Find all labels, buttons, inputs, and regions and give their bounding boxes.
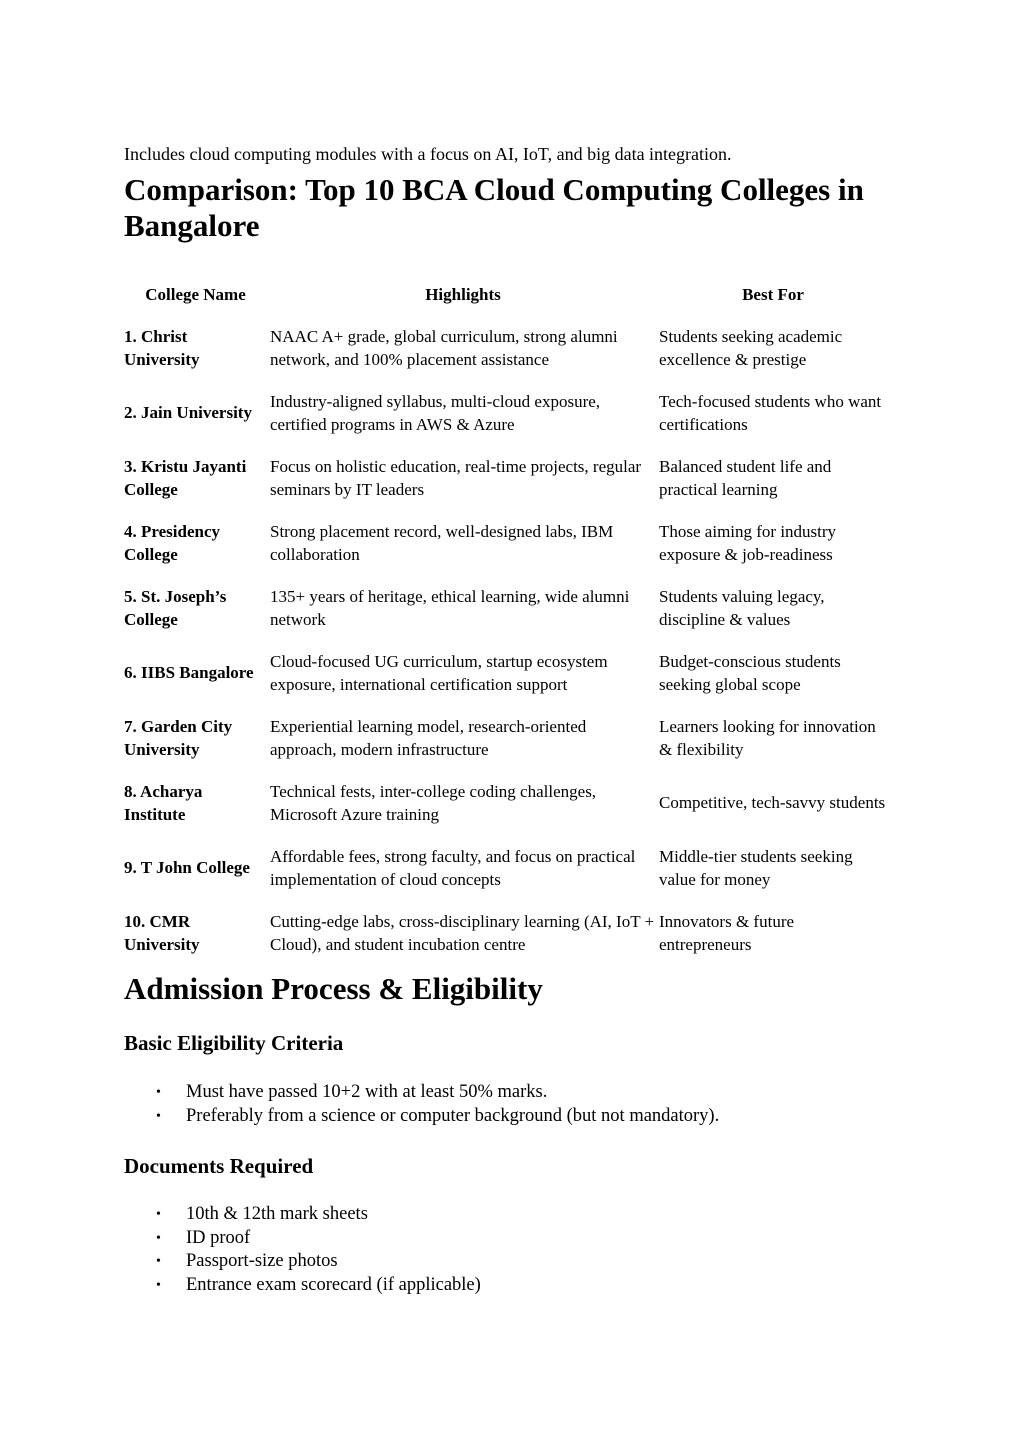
best-for-cell: Students valuing legacy, discipline & values	[659, 586, 825, 629]
college-name-cell: 3. Kristu Jayanti College	[124, 456, 247, 499]
column-header-college-name: College Name	[145, 285, 246, 304]
table-row	[124, 780, 887, 827]
list-item-text: Preferably from a science or computer background (but not mandatory).	[186, 1105, 720, 1126]
documents-list	[124, 1203, 481, 1297]
bullet-icon: •	[156, 1277, 161, 1293]
college-name-cell: 6. IIBS Bangalore	[124, 663, 254, 683]
bullet-icon: •	[156, 1230, 161, 1246]
best-for-cell: Middle-tier students seeking value for money	[659, 846, 853, 889]
highlights-cell: Technical fests, inter-college coding challenges, Microsoft Azure training	[270, 781, 597, 824]
best-for-cell: Balanced student life and practical learning	[659, 456, 832, 499]
highlights-cell: 135+ years of heritage, ethical learning, wide alumni network	[270, 586, 630, 629]
highlights-cell: Industry-aligned syllabus, multi-cloud exposure, certified programs in AWS & Azure	[270, 391, 601, 434]
best-for-cell: Learners looking for innovation & flexibility	[659, 716, 876, 759]
table-row	[124, 715, 887, 762]
colleges-comparison-table	[121, 265, 890, 975]
eligibility-heading: Basic Eligibility Criteria	[124, 1031, 344, 1055]
college-name-cell: 10. CMR University	[124, 911, 200, 954]
best-for-cell: Students seeking academic excellence & prestige	[659, 326, 843, 369]
highlights-cell: NAAC A+ grade, global curriculum, strong alumni network, and 100% placement assistance	[270, 326, 618, 369]
list-item	[124, 1105, 719, 1129]
table-row	[124, 520, 887, 567]
best-for-cell: Tech-focused students who want certifications	[659, 391, 882, 434]
list-item-text: Entrance exam scorecard (if applicable)	[186, 1274, 481, 1295]
intro-paragraph: Includes cloud computing modules with a focus on AI, IoT, and big data integration.	[124, 144, 732, 164]
column-header-highlights: Highlights	[425, 285, 501, 304]
list-item	[124, 1274, 481, 1298]
highlights-cell: Affordable fees, strong faculty, and focus on practical implementation of cloud concepts	[270, 846, 636, 889]
table-row	[124, 455, 887, 502]
best-for-cell: Competitive, tech-savvy students	[659, 793, 886, 813]
college-name-cell: 9. T John College	[124, 858, 250, 878]
highlights-cell: Cloud-focused UG curriculum, startup ecosystem exposure, international certification support	[270, 651, 608, 694]
table-row	[124, 325, 887, 372]
best-for-cell: Budget-conscious students seeking global scope	[659, 651, 841, 694]
college-name-cell: 5. St. Joseph’s College	[124, 586, 227, 629]
best-for-cell: Those aiming for industry exposure & job-readiness	[659, 521, 837, 564]
list-item	[124, 1081, 719, 1105]
list-item	[124, 1250, 481, 1274]
table-row	[124, 910, 887, 957]
college-name-cell: 1. Christ University	[124, 326, 200, 369]
highlights-cell: Experiential learning model, research-oriented approach, modern infrastructure	[270, 716, 587, 759]
highlights-cell: Cutting-edge labs, cross-disciplinary learning (AI, IoT + Cloud), and student incubation centre	[270, 911, 655, 954]
list-item-text: ID proof	[186, 1227, 251, 1248]
college-name-cell: 7. Garden City University	[124, 716, 233, 759]
bullet-icon: •	[156, 1085, 161, 1100]
highlights-cell: Strong placement record, well-designed labs, IBM collaboration	[270, 521, 614, 564]
college-name-cell: 8. Acharya Institute	[124, 781, 203, 824]
table-row	[124, 650, 887, 697]
college-name-cell: 4. Presidency College	[124, 521, 221, 564]
bullet-icon: •	[156, 1254, 161, 1270]
list-item	[124, 1203, 481, 1227]
eligibility-list	[124, 1081, 719, 1128]
highlights-cell: Focus on holistic education, real-time projects, regular seminars by IT leaders	[270, 456, 642, 499]
list-item-text: Passport-size photos	[186, 1251, 338, 1272]
bullet-icon: •	[156, 1207, 161, 1222]
column-header-best-for: Best For	[742, 285, 804, 304]
comparison-heading: Comparison: Top 10 BCA Cloud Computing Colleges in Bangalore	[124, 172, 864, 243]
bullet-icon: •	[156, 1108, 161, 1124]
documents-heading: Documents Required	[124, 1154, 314, 1178]
list-item	[124, 1227, 481, 1251]
list-item-text: Must have passed 10+2 with at least 50% marks.	[186, 1082, 548, 1102]
table-header-row	[124, 283, 887, 307]
table-row	[124, 585, 887, 632]
best-for-cell: Innovators & future entrepreneurs	[659, 911, 795, 954]
table-row	[124, 390, 887, 437]
list-item-text: 10th & 12th mark sheets	[186, 1204, 368, 1224]
table-row	[124, 845, 887, 892]
admission-heading: Admission Process & Eligibility	[124, 971, 543, 1006]
college-name-cell: 2. Jain University	[124, 403, 252, 423]
